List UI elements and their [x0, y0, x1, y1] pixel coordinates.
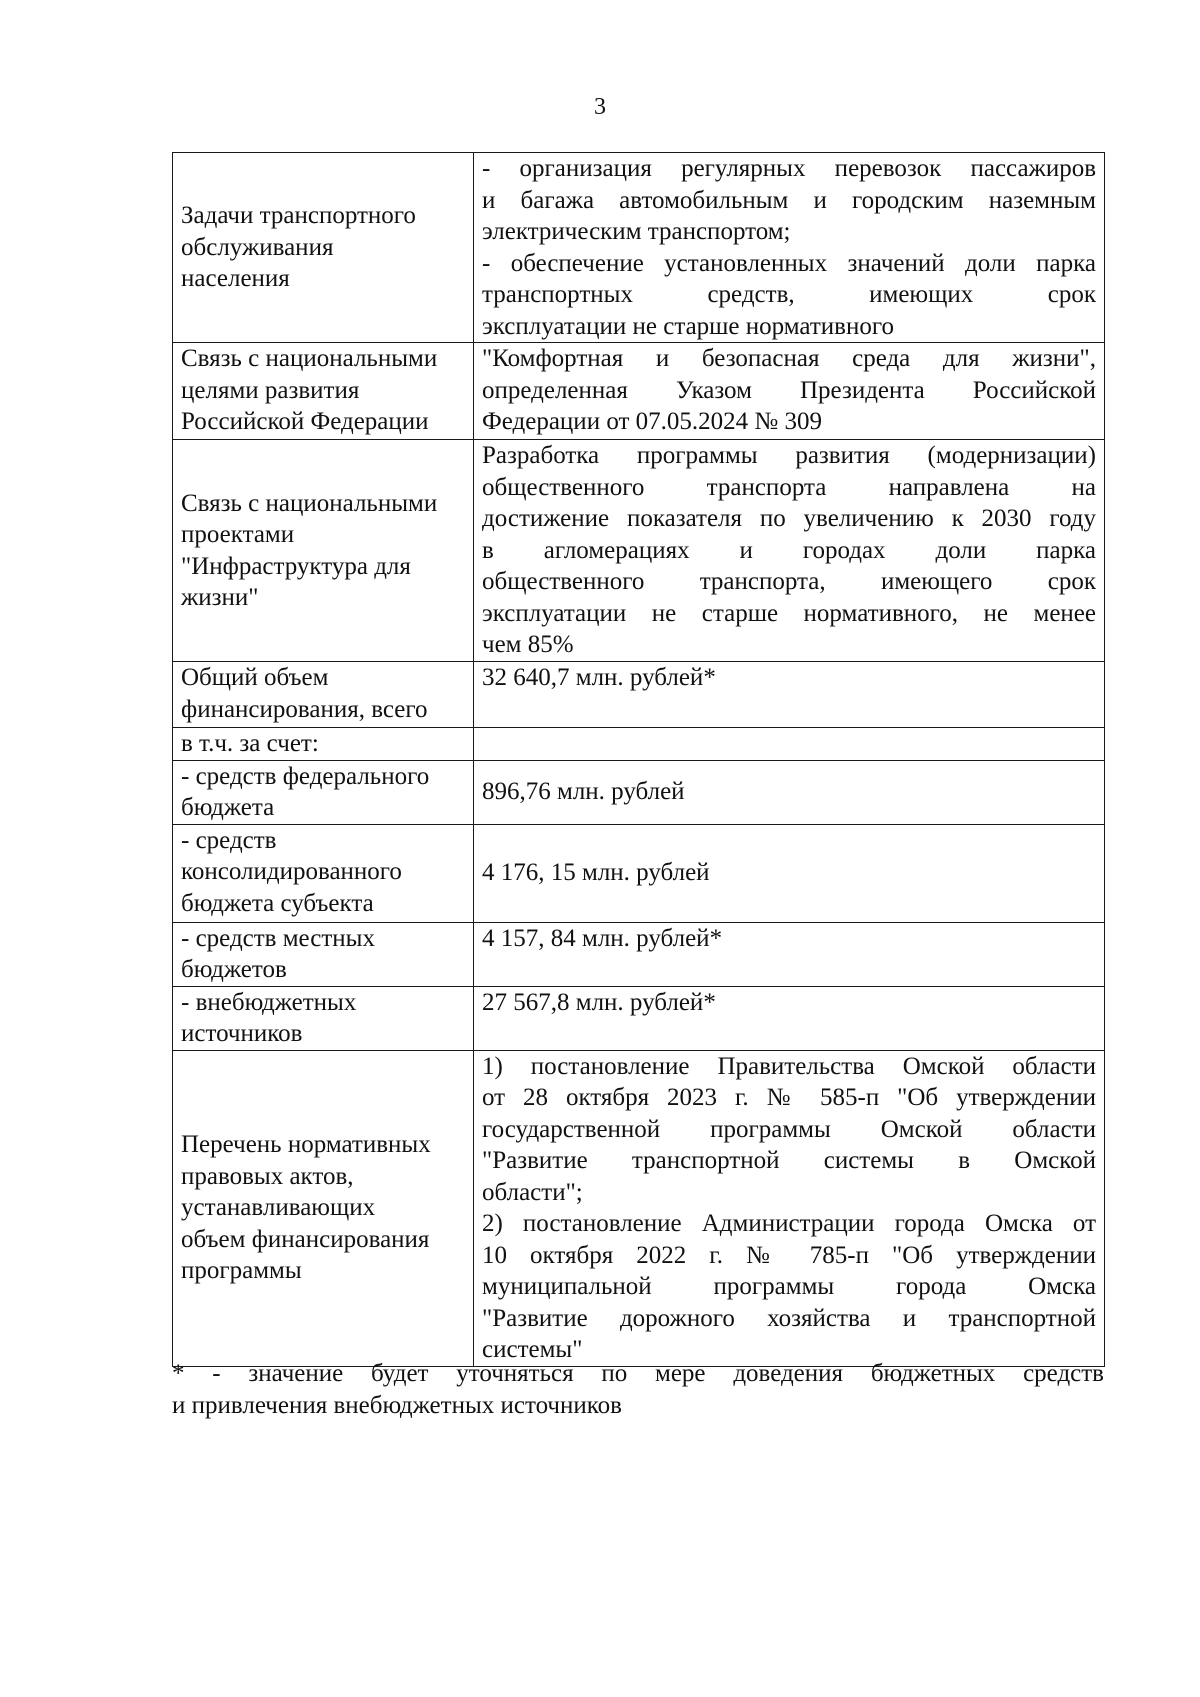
- table-row: [173, 760, 1105, 824]
- page-number: 3: [594, 94, 606, 120]
- row-label: в т.ч. за счет:: [173, 728, 474, 761]
- row-label: - средств консолидированного бюджета субъекта: [173, 824, 474, 922]
- table-row: [173, 440, 1105, 662]
- footnote-line: * - значение будет уточняться по мере доведения бюджетных средств: [172, 1360, 1104, 1387]
- row-value: - организация регулярных перевозок пассажиров и багажа автомобильным и городским наземным электрическим транспортом; - обеспечение установленных значений доли парка транспортных средств, имеющих срок эксплуатации не старше нормативного: [474, 153, 1105, 343]
- row-label: Связь с национальными проектами "Инфраструктура для жизни": [173, 440, 474, 662]
- table-row: [173, 922, 1105, 986]
- row-value: "Комфортная и безопасная среда для жизни", определенная Указом Президента Российской Федерации от 07.05.2024 № 309: [474, 343, 1105, 440]
- footnote-line: и привлечения внебюджетных источников: [172, 1392, 622, 1419]
- row-value: 27 567,8 млн. рублей*: [474, 986, 1105, 1050]
- row-label: Связь с национальными целями развития Российской Федерации: [173, 343, 474, 440]
- row-label: Перечень нормативных правовых актов, устанавливающих объем финансирования программы: [173, 1050, 474, 1366]
- row-value: [474, 728, 1105, 761]
- table-row: [173, 728, 1105, 761]
- row-label: Общий объем финансирования, всего: [173, 662, 474, 728]
- row-label: - средств федерального бюджета: [173, 760, 474, 824]
- row-label: - внебюджетных источников: [173, 986, 474, 1050]
- table-row: [173, 153, 1105, 343]
- row-value: Разработка программы развития (модернизации) общественного транспорта направлена на достижение показателя по увеличению к 2030 году в агломерациях и городах доли парка общественного транспорта, имеющего срок эксплуатации не старше нормативного, не менее чем 85%: [474, 440, 1105, 662]
- row-value: 4 176, 15 млн. рублей: [474, 824, 1105, 922]
- table-row: [173, 1050, 1105, 1366]
- table-row: [173, 986, 1105, 1050]
- row-label: Задачи транспортного обслуживания населения: [173, 153, 474, 343]
- table-row: [173, 824, 1105, 922]
- row-value: 4 157, 84 млн. рублей*: [474, 922, 1105, 986]
- program-passport-table: [172, 152, 1105, 1367]
- footnote: [172, 1358, 1104, 1422]
- row-value: 32 640,7 млн. рублей*: [474, 662, 1105, 728]
- row-value: 1) постановление Правительства Омской области от 28 октября 2023 г. № 585-п "Об утверждении государственной программы Омской области "Развитие транспортной системы в Омской области"; 2) постановление Администрации города Омска от 10 октября 2022 г. № 785-п "Об утверждении муниципальной программы города Омска "Развитие дорожного хозяйства и транспортной системы": [474, 1050, 1105, 1366]
- row-value: 896,76 млн. рублей: [474, 760, 1105, 824]
- table-row: [173, 343, 1105, 440]
- table-row: [173, 662, 1105, 728]
- row-label: - средств местных бюджетов: [173, 922, 474, 986]
